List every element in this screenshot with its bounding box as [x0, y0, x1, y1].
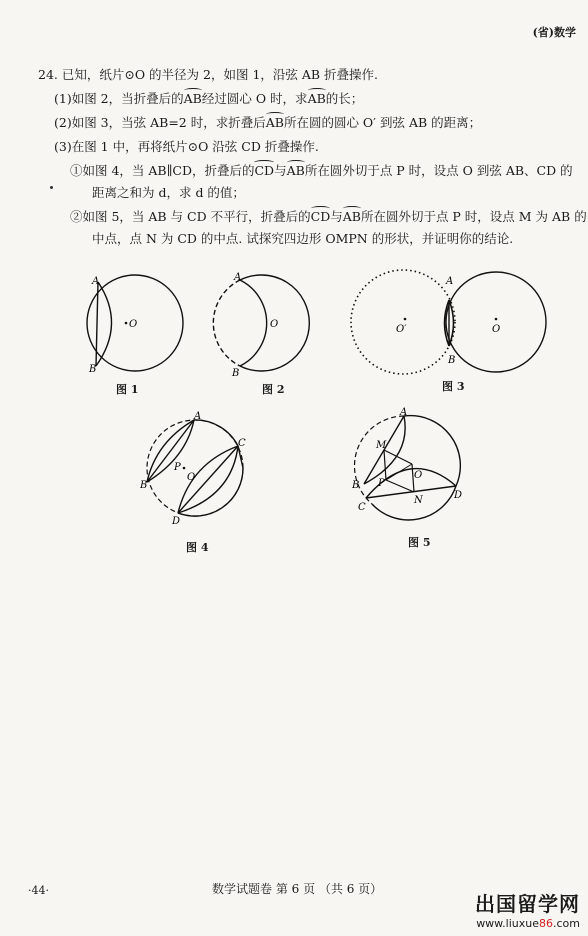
arc-ab: AB — [342, 209, 361, 224]
label-o: O — [129, 319, 138, 330]
figure-3 — [348, 262, 548, 382]
label-m: M — [376, 440, 387, 451]
caption-fig-3: 图 3 — [442, 380, 465, 393]
label-d: D — [172, 516, 181, 527]
label-c: C — [238, 438, 246, 449]
arc-ab: AB — [307, 91, 326, 106]
label-c: C — [358, 502, 366, 513]
arc-cd: CD — [310, 209, 331, 224]
label-b: B — [140, 480, 148, 491]
watermark-text: 出国留学网 — [475, 892, 580, 916]
question-intro: 24. 已知，纸片⊙O 的半径为 2，如图 1，沿弦 AB 折叠操作. — [38, 67, 379, 82]
label-o: O — [187, 472, 196, 483]
label-b: B — [448, 355, 456, 366]
question-subpart-1-cont: 距离之和为 d，求 d 的值； — [92, 185, 245, 200]
caption-fig-4: 图 4 — [186, 541, 209, 554]
question-part-1: (1)如图 2，当折叠后的AB经过圆心 O 时，求AB的长； — [54, 91, 364, 106]
watermark-url: www.liuxue86.com — [476, 917, 580, 930]
footer-title: 数学试题卷 第 6 页 （共 6 页） — [212, 882, 383, 896]
label-a: A — [446, 276, 454, 287]
label-d: D — [454, 490, 463, 501]
page-number: ·44· — [28, 884, 49, 897]
arc-ab: AB — [183, 91, 202, 106]
label-b: B — [352, 480, 360, 491]
arc-ab: AB — [265, 115, 284, 130]
watermark — [475, 888, 580, 930]
caption-fig-2: 图 2 — [262, 383, 285, 396]
figure-1 — [80, 268, 190, 378]
label-b: B — [89, 364, 97, 375]
label-o-prime: O′ — [396, 324, 407, 335]
label-n: N — [414, 495, 423, 506]
caption-fig-1: 图 1 — [116, 383, 139, 396]
arc-ab: AB — [286, 163, 305, 178]
label-b: B — [232, 368, 240, 378]
figure-2 — [210, 268, 320, 378]
page-header-tag: (省)数学 — [532, 26, 576, 39]
question-part-2: (2)如图 3，当弦 AB=2 时，求折叠后AB所在圆的圆心 O′ 到弦 AB 的距离； — [54, 115, 482, 130]
label-p: P — [174, 462, 181, 473]
figure-5 — [352, 406, 472, 526]
figure-4 — [140, 408, 250, 528]
label-o: O — [492, 324, 501, 335]
arc-cd: CD — [254, 163, 275, 178]
label-a: A — [92, 276, 100, 287]
label-o: O — [414, 470, 423, 481]
caption-fig-5: 图 5 — [408, 536, 431, 549]
label-a: A — [194, 411, 202, 422]
question-subpart-2: ②如图 5，当 AB 与 CD 不平行，折叠后的CD与AB所在圆外切于点 P 时，设点 M 为 AB 的 — [70, 209, 587, 224]
question-part-3: (3)在图 1 中，再将纸片⊙O 沿弦 CD 折叠操作. — [54, 139, 319, 154]
label-p: P — [378, 478, 385, 489]
question-subpart-1: ①如图 4，当 AB∥CD，折叠后的CD与AB所在圆外切于点 P 时，设点 O 到弦 AB、CD 的 — [70, 163, 573, 178]
question-subpart-2-cont: 中点，点 N 为 CD 的中点. 试探究四边形 OMPN 的形状，并证明你的结论. — [92, 231, 514, 246]
scan-dot — [50, 186, 53, 189]
label-o: O — [270, 319, 279, 330]
label-a: A — [400, 407, 408, 418]
label-a: A — [234, 272, 242, 283]
